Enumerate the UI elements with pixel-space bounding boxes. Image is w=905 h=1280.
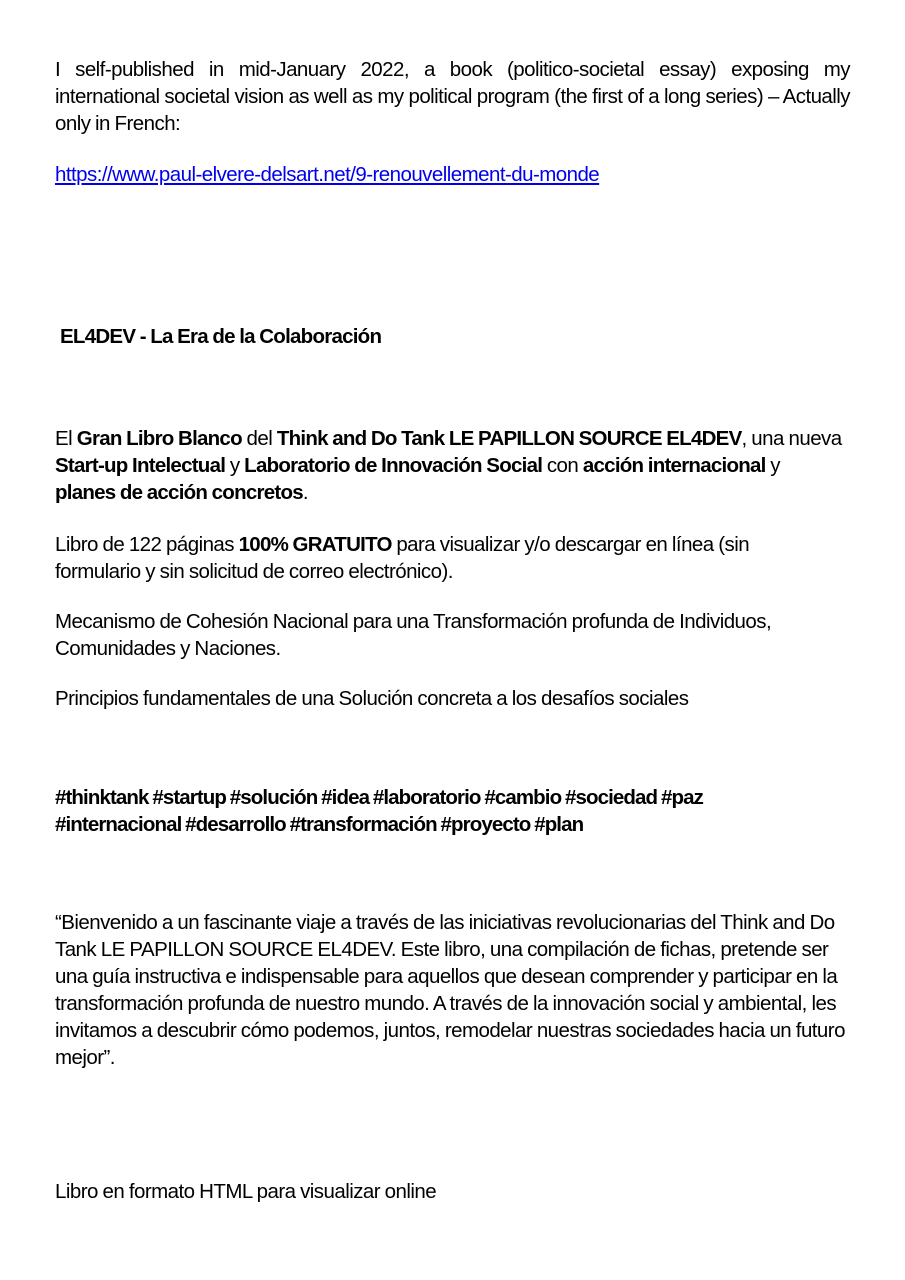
html-book-line: Libro en formato HTML para visualizar online — [55, 1180, 437, 1203]
hashtags-line-2: #internacional #desarrollo #transformación #proyecto #plan — [55, 813, 584, 836]
bold-think-and-do-tank: Think and Do Tank LE PAPILLON SOURCE EL4DEV — [276, 427, 742, 450]
bold-laboratorio: Laboratorio de Innovación Social — [244, 454, 543, 477]
hashtags-line-1: #thinktank #startup #solución #idea #laboratorio #cambio #sociedad #paz — [55, 786, 703, 809]
bold-startup-intelectual: Start-up Intelectual — [55, 454, 226, 477]
bold-gratuito: 100% GRATUITO — [238, 533, 392, 556]
bold-gran-libro-blanco: Gran Libro Blanco — [76, 427, 242, 450]
white-book-paragraph: El Gran Libro Blanco del Think and Do Tank LE PAPILLON SOURCE EL4DEV, una nueva Start-up Intelectual y Laboratorio de Innovación Social con acción internacional y planes de acción concretos. — [55, 427, 842, 504]
principles-paragraph: Principios fundamentales de una Solución concreta a los desafíos sociales — [55, 687, 689, 710]
mechanism-paragraph: Mecanismo de Cohesión Nacional para una Transformación profunda de Individuos, Comunidades y Naciones. — [55, 610, 772, 660]
free-book-paragraph: Libro de 122 páginas 100% GRATUITO para visualizar y/o descargar en línea (sin formulario y sin solicitud de correo electrónico). — [55, 533, 750, 583]
bold-planes-de-accion: planes de acción concretos — [55, 481, 303, 504]
section-title: EL4DEV - La Era de la Colaboración — [60, 325, 382, 348]
intro-link-line — [55, 161, 850, 188]
hashtags — [55, 784, 850, 838]
quote-paragraph: “Bienvenido a un fascinante viaje a través de las iniciativas revolucionarias del Think and Do Tank LE PAPILLON SOURCE EL4DEV. Este libro, una compilación de fichas, pretende ser una guía instructiva e indispensable para aquellos que desean comprender y participar en la transformación profunda de nuestro mundo. A través de la innovación social y ambiental, les invitamos a descubrir cómo podemos, juntos, remodelar nuestras sociedades hacia un futuro mejor”. — [55, 911, 845, 1069]
intro-paragraph: I self-published in mid-January 2022, a book (politico-societal essay) exposing my international societal vision as well as my political program (the first of a long series) – Actually only in French: — [55, 58, 850, 135]
bold-accion-internacional: acción internacional — [582, 454, 766, 477]
book-link[interactable]: https://www.paul-elvere-delsart.net/9-renouvellement-du-monde — [55, 163, 600, 186]
